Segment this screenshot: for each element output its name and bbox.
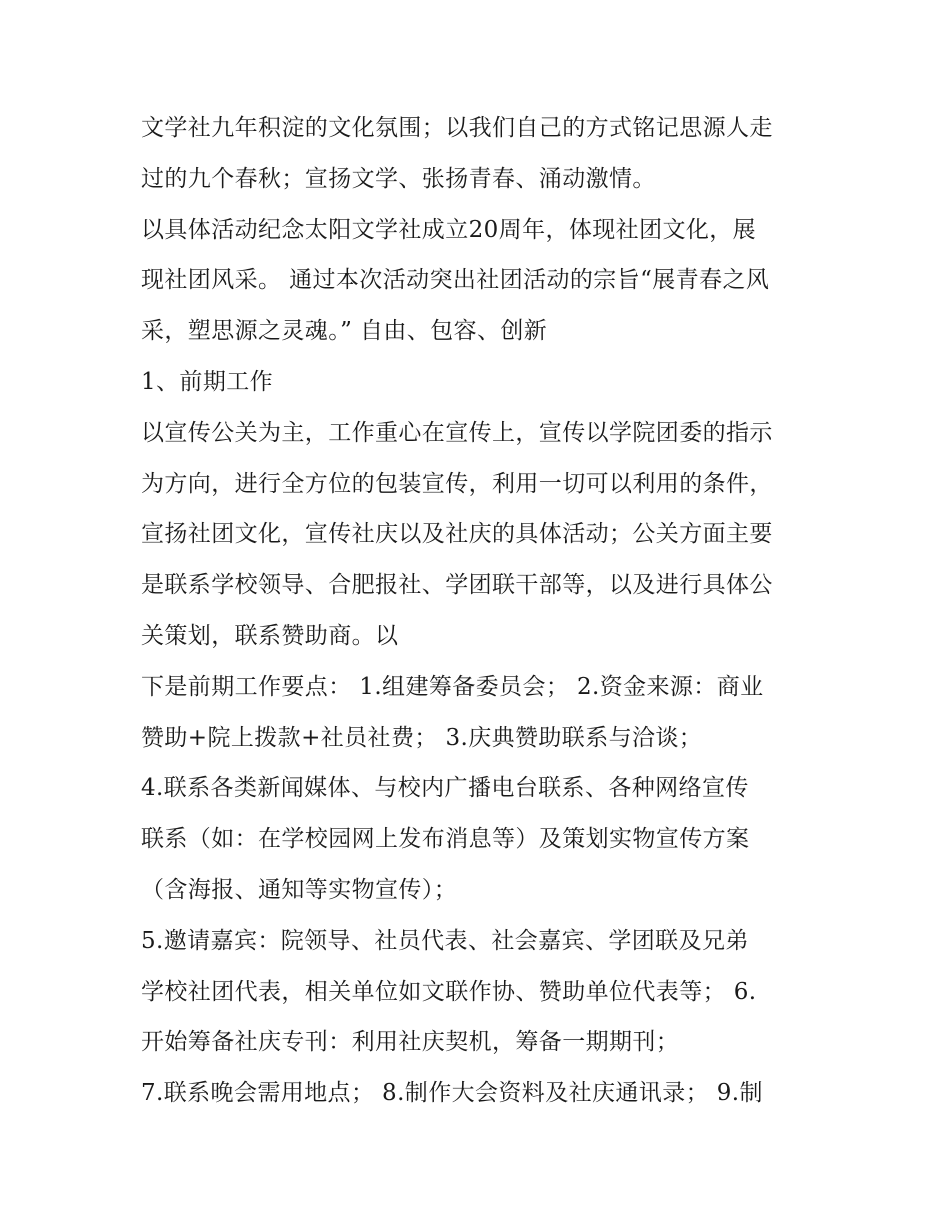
text-line: 以具体活动纪念太阳文学社成立20周年，体现社团文化，展	[141, 216, 757, 243]
text-line: 4.联系各类新闻媒体、与校内广播电台联系、各种网络宣传	[141, 775, 749, 802]
text-line: 下是前期工作要点： 1.组建筹备委员会； 2.资金来源：商业	[141, 673, 764, 700]
text-line: 开始筹备社庆专刊：利用社庆契机，筹备一期期刊；	[141, 1029, 680, 1056]
section-heading: 1、前期工作	[141, 368, 274, 395]
text-line: 7.联系晚会需用地点； 8.制作大会资料及社庆通讯录； 9.制	[141, 1080, 763, 1107]
text-line: 过的九个春秋；宣扬文学、张扬青春、涌动激情。	[141, 165, 656, 192]
text-line: 5.邀请嘉宾：院领导、社员代表、社会嘉宾、学团联及兄弟	[141, 927, 749, 954]
text-line: 现社团风采。 通过本次活动突出社团活动的宗旨“展青春之风	[141, 267, 770, 294]
text-line: 采，塑思源之灵魂。” 自由、包容、创新	[141, 318, 548, 345]
text-line: 为方向，进行全方位的包装宣传，利用一切可以利用的条件，	[141, 470, 773, 497]
document-page	[141, 103, 821, 1119]
text-line: （含海报、通知等实物宣传）；	[141, 876, 458, 903]
text-line: 文学社九年积淀的文化氛围；以我们自己的方式铭记思源人走	[141, 115, 773, 141]
text-line: 宣扬社团文化，宣传社庆以及社庆的具体活动；公关方面主要	[141, 521, 773, 548]
text-line: 联系（如：在学校园网上发布消息等）及策划实物宣传方案	[141, 826, 750, 853]
text-line: 关策划，联系赞助商。以	[141, 622, 399, 649]
text-line: 学校社团代表，相关单位如文联作协、赞助单位代表等； 6.	[141, 978, 757, 1005]
text-line: 赞助+院上拨款+社员社费； 3.庆典赞助联系与洽谈；	[141, 724, 703, 751]
text-line: 以宣传公关为主，工作重心在宣传上，宣传以学院团委的指示	[141, 419, 773, 446]
text-line: 是联系学校领导、合肥报社、学团联干部等，以及进行具体公	[141, 572, 773, 599]
